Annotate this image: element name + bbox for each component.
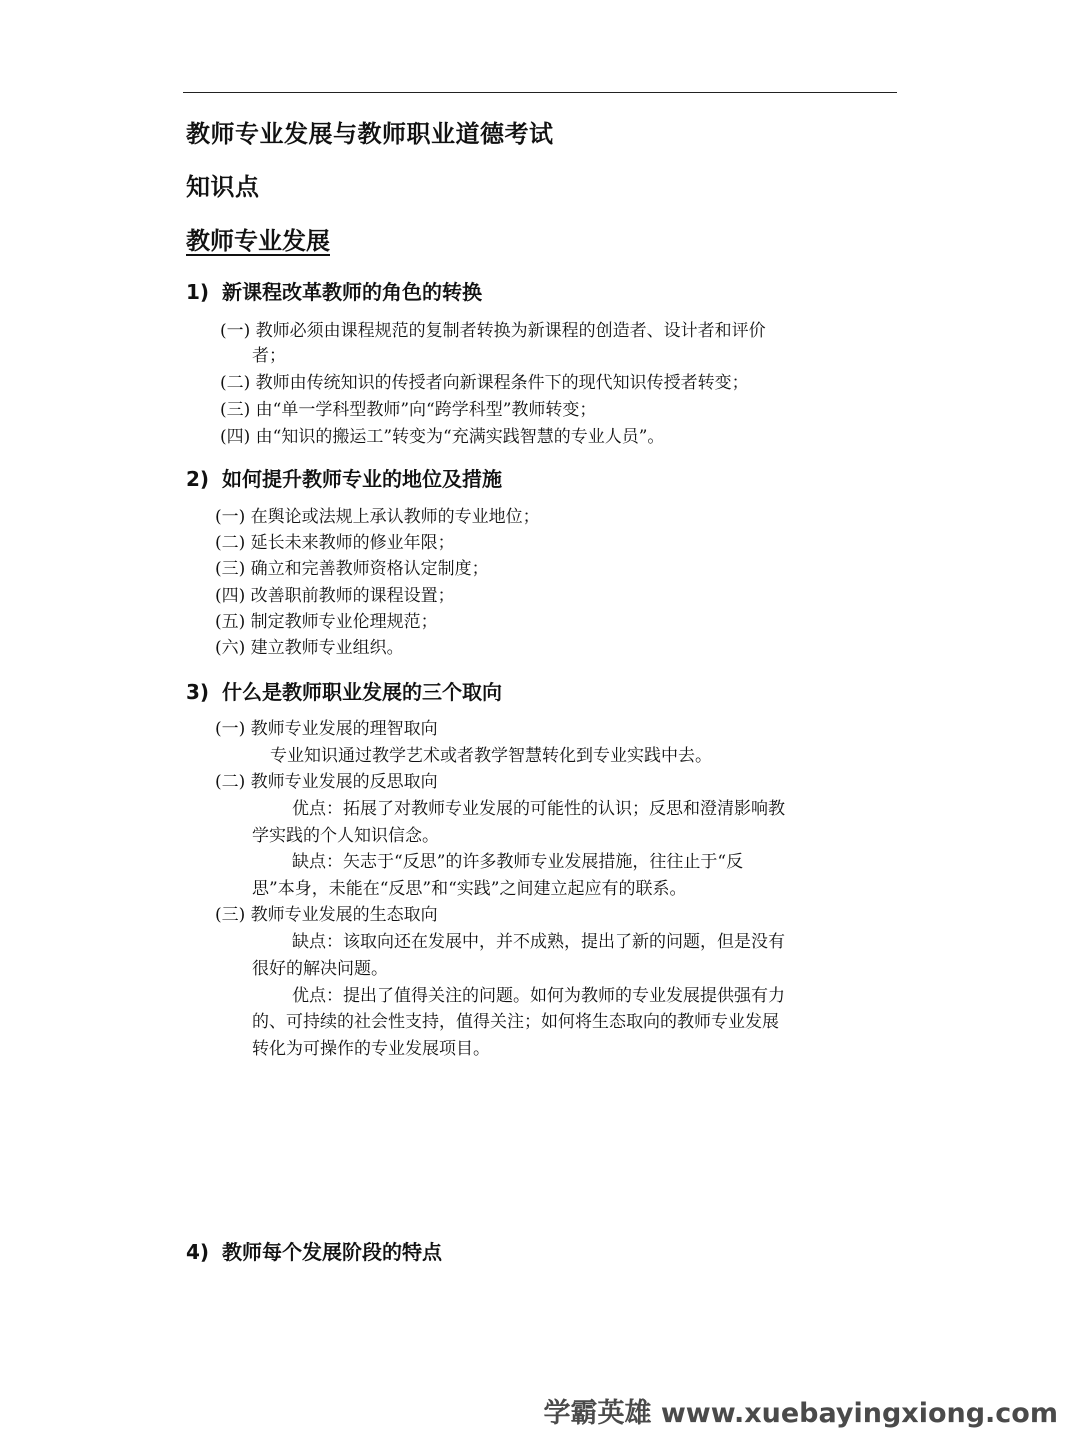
section-heading: 教师专业发展	[186, 227, 330, 255]
question-1-text: 新课程改革教师的角色的转换	[222, 280, 482, 304]
question-1-number: 1)	[186, 280, 210, 304]
list-item: (一) 教师必须由课程规范的复制者转换为新课程的创造者、设计者和评价	[220, 321, 766, 341]
question-4-number: 4)	[186, 1240, 210, 1264]
header-rule	[183, 92, 897, 93]
watermark: 学霸英雄 www.xuebayingxiong.com	[543, 1398, 1058, 1429]
list-item: 缺点：该取向还在发展中，并不成熟，提出了新的问题，但是没有	[292, 932, 785, 952]
list-item: 学实践的个人知识信念。	[252, 826, 439, 846]
question-2-text: 如何提升教师专业的地位及措施	[222, 467, 502, 491]
question-3-text: 什么是教师职业发展的三个取向	[222, 680, 502, 704]
list-item: 很好的解决问题。	[252, 959, 388, 979]
question-3-number: 3)	[186, 680, 210, 704]
question-2-number: 2)	[186, 467, 210, 491]
list-item: 的、可持续的社会性支持，值得关注；如何将生态取向的教师专业发展	[252, 1012, 779, 1032]
document-title: 教师专业发展与教师职业道德考试	[186, 120, 554, 148]
list-item: 缺点：矢志于“反思”的许多教师专业发展措施，往往止于“反	[292, 852, 744, 872]
list-item: (三) 由“单一学科型教师”向“跨学科型”教师转变；	[220, 400, 597, 420]
list-item: (五) 制定教师专业伦理规范；	[215, 612, 438, 632]
list-item: (四) 由“知识的搬运工”转变为“充满实践智慧的专业人员”。	[220, 427, 665, 447]
question-3-heading	[186, 676, 502, 705]
list-item: (四) 改善职前教师的课程设置；	[215, 586, 455, 606]
list-item: 优点：提出了值得关注的问题。如何为教师的专业发展提供强有力	[292, 986, 785, 1006]
question-2-heading	[186, 463, 502, 492]
document-subtitle: 知识点	[186, 173, 260, 201]
list-item: (二) 延长未来教师的修业年限；	[215, 533, 455, 553]
list-item: (一) 在舆论或法规上承认教师的专业地位；	[215, 507, 540, 527]
list-item: (六) 建立教师专业组织。	[215, 638, 404, 658]
question-4-heading	[186, 1236, 442, 1265]
question-1-heading	[186, 276, 482, 305]
list-item: (三) 确立和完善教师资格认定制度；	[215, 559, 489, 579]
list-item: 思”本身，未能在“反思”和“实践”之间建立起应有的联系。	[252, 879, 687, 899]
list-item: (三) 教师专业发展的生态取向	[215, 905, 438, 925]
list-item: (一) 教师专业发展的理智取向	[215, 719, 438, 739]
question-4-text: 教师每个发展阶段的特点	[222, 1240, 442, 1264]
list-item: (二) 教师专业发展的反思取向	[215, 772, 438, 792]
list-item: 专业知识通过教学艺术或者教学智慧转化到专业实践中去。	[270, 746, 712, 766]
list-item: 转化为可操作的专业发展项目。	[252, 1039, 490, 1059]
list-item: 优点：拓展了对教师专业发展的可能性的认识；反思和澄清影响教	[292, 799, 785, 819]
list-item: (二) 教师由传统知识的传授者向新课程条件下的现代知识传授者转变；	[220, 373, 749, 393]
list-item: 者；	[252, 346, 286, 366]
